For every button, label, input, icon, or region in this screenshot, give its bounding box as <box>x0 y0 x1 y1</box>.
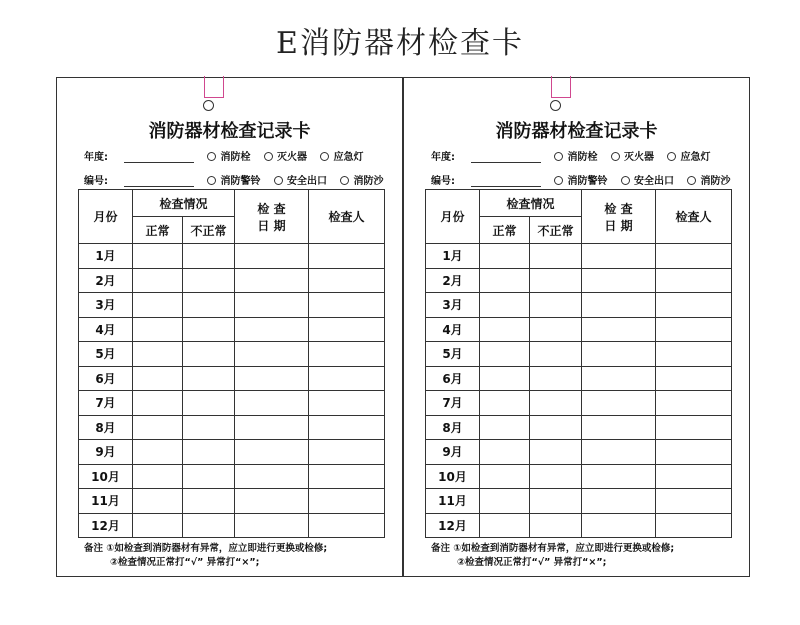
option-emergency-light[interactable]: 应急灯 <box>320 148 363 163</box>
month-row <box>79 366 385 391</box>
option-fire-alarm[interactable]: 消防警铃 <box>207 172 260 187</box>
inspector-cell[interactable] <box>656 391 732 416</box>
radio-circle-icon <box>207 176 216 185</box>
month-cell: 9月 <box>426 440 480 465</box>
month-row <box>426 366 732 391</box>
inspector-cell[interactable] <box>656 415 732 440</box>
month-cell: 10月 <box>79 464 133 489</box>
abnormal-cell[interactable] <box>183 317 235 342</box>
inspector-header: 检查人 <box>309 190 385 244</box>
date-cell[interactable] <box>582 489 656 514</box>
number-field[interactable] <box>124 176 194 187</box>
date-cell[interactable] <box>582 293 656 318</box>
month-header: 月份 <box>426 190 480 244</box>
date-cell[interactable] <box>235 391 309 416</box>
month-cell: 1月 <box>79 244 133 269</box>
radio-circle-icon <box>264 152 273 161</box>
inspector-cell[interactable] <box>656 440 732 465</box>
month-row <box>426 440 732 465</box>
date-cell[interactable] <box>582 513 656 538</box>
inspector-cell[interactable] <box>656 513 732 538</box>
date-cell[interactable] <box>235 440 309 465</box>
number-label: 编号: <box>84 176 108 187</box>
date-cell[interactable] <box>582 317 656 342</box>
inspector-cell[interactable] <box>309 317 385 342</box>
date-cell[interactable] <box>235 317 309 342</box>
month-cell: 6月 <box>426 366 480 391</box>
month-row <box>79 317 385 342</box>
inspector-header: 检查人 <box>656 190 732 244</box>
normal-cell[interactable] <box>480 489 530 514</box>
date-cell[interactable] <box>235 342 309 367</box>
normal-cell[interactable] <box>133 342 183 367</box>
number-row <box>84 172 383 187</box>
abnormal-cell[interactable] <box>530 464 582 489</box>
abnormal-cell[interactable] <box>530 440 582 465</box>
month-row <box>426 342 732 367</box>
normal-cell[interactable] <box>133 244 183 269</box>
inspector-cell[interactable] <box>309 464 385 489</box>
month-cell: 12月 <box>426 513 480 538</box>
abnormal-cell[interactable] <box>183 391 235 416</box>
month-row <box>426 489 732 514</box>
month-cell: 7月 <box>426 391 480 416</box>
option-hydrant[interactable]: 消防栓 <box>207 148 250 163</box>
normal-cell[interactable] <box>133 317 183 342</box>
date-cell[interactable] <box>235 244 309 269</box>
abnormal-cell[interactable] <box>183 342 235 367</box>
year-row <box>84 148 373 163</box>
normal-cell[interactable] <box>480 244 530 269</box>
radio-circle-icon <box>667 152 676 161</box>
year-field[interactable] <box>124 152 194 163</box>
year-row <box>431 148 720 163</box>
punch-hole <box>550 100 561 111</box>
radio-circle-icon <box>207 152 216 161</box>
normal-cell[interactable] <box>133 464 183 489</box>
inspector-cell[interactable] <box>309 489 385 514</box>
radio-circle-icon <box>340 176 349 185</box>
month-header: 月份 <box>79 190 133 244</box>
month-row <box>79 293 385 318</box>
inspector-cell[interactable] <box>656 342 732 367</box>
inspector-cell[interactable] <box>309 244 385 269</box>
date-cell[interactable] <box>582 366 656 391</box>
abnormal-cell[interactable] <box>183 464 235 489</box>
month-cell: 5月 <box>426 342 480 367</box>
date-cell[interactable] <box>582 391 656 416</box>
month-cell: 8月 <box>79 415 133 440</box>
radio-circle-icon <box>687 176 696 185</box>
month-cell: 2月 <box>79 268 133 293</box>
remarks: 备注 ①如检查到消防器材有异常，应立即进行更换或检修; ②检查情况正常打“√” 异常打“×”; <box>84 543 328 568</box>
normal-cell[interactable] <box>133 293 183 318</box>
abnormal-header: 不正常 <box>183 217 235 244</box>
date-cell[interactable] <box>235 366 309 391</box>
abnormal-cell[interactable] <box>183 415 235 440</box>
normal-cell[interactable] <box>480 342 530 367</box>
month-row <box>426 391 732 416</box>
month-row <box>79 440 385 465</box>
inspector-cell[interactable] <box>656 317 732 342</box>
month-row <box>79 489 385 514</box>
month-row <box>426 293 732 318</box>
month-row <box>79 513 385 538</box>
date-cell[interactable] <box>582 268 656 293</box>
month-row <box>426 244 732 269</box>
inspector-cell[interactable] <box>656 244 732 269</box>
radio-circle-icon <box>621 176 630 185</box>
normal-cell[interactable] <box>480 513 530 538</box>
month-row <box>426 268 732 293</box>
normal-cell[interactable] <box>480 391 530 416</box>
inspector-cell[interactable] <box>309 440 385 465</box>
date-cell[interactable] <box>235 489 309 514</box>
year-label: 年度: <box>431 152 455 163</box>
normal-cell[interactable] <box>480 366 530 391</box>
inspector-cell[interactable] <box>309 415 385 440</box>
option-emergency-light[interactable]: 应急灯 <box>667 148 710 163</box>
option-extinguisher[interactable]: 灭火器 <box>264 148 307 163</box>
normal-header: 正常 <box>133 217 183 244</box>
radio-circle-icon <box>274 176 283 185</box>
abnormal-cell[interactable] <box>530 317 582 342</box>
option-extinguisher[interactable]: 灭火器 <box>611 148 654 163</box>
month-row <box>426 464 732 489</box>
abnormal-cell[interactable] <box>183 513 235 538</box>
month-cell: 4月 <box>426 317 480 342</box>
abnormal-cell[interactable] <box>530 268 582 293</box>
hanger-tab <box>204 76 224 98</box>
normal-cell[interactable] <box>480 268 530 293</box>
abnormal-header: 不正常 <box>530 217 582 244</box>
inspector-cell[interactable] <box>309 391 385 416</box>
month-cell: 6月 <box>79 366 133 391</box>
inspector-cell[interactable] <box>309 513 385 538</box>
abnormal-cell[interactable] <box>530 244 582 269</box>
date-cell[interactable] <box>582 464 656 489</box>
number-row <box>431 172 730 187</box>
date-cell[interactable] <box>235 513 309 538</box>
abnormal-cell[interactable] <box>183 366 235 391</box>
date-cell[interactable] <box>582 415 656 440</box>
month-cell: 7月 <box>79 391 133 416</box>
normal-cell[interactable] <box>133 268 183 293</box>
radio-circle-icon <box>320 152 329 161</box>
date-header: 检 查 日 期 <box>582 190 656 244</box>
abnormal-cell[interactable] <box>183 244 235 269</box>
month-cell: 9月 <box>79 440 133 465</box>
month-cell: 1月 <box>426 244 480 269</box>
abnormal-cell[interactable] <box>530 415 582 440</box>
option-fire-alarm[interactable]: 消防警铃 <box>554 172 607 187</box>
inspector-cell[interactable] <box>656 489 732 514</box>
month-cell: 8月 <box>426 415 480 440</box>
inspector-cell[interactable] <box>309 293 385 318</box>
abnormal-cell[interactable] <box>530 293 582 318</box>
abnormal-cell[interactable] <box>183 489 235 514</box>
normal-cell[interactable] <box>133 440 183 465</box>
year-label: 年度: <box>84 152 108 163</box>
date-cell[interactable] <box>235 464 309 489</box>
option-safety-exit[interactable]: 安全出口 <box>621 172 674 187</box>
radio-circle-icon <box>611 152 620 161</box>
month-cell: 5月 <box>79 342 133 367</box>
month-cell: 10月 <box>426 464 480 489</box>
month-row <box>79 342 385 367</box>
month-cell: 2月 <box>426 268 480 293</box>
abnormal-cell[interactable] <box>183 268 235 293</box>
normal-cell[interactable] <box>480 440 530 465</box>
abnormal-cell[interactable] <box>530 391 582 416</box>
month-row <box>79 464 385 489</box>
normal-cell[interactable] <box>133 415 183 440</box>
normal-cell[interactable] <box>480 464 530 489</box>
month-row <box>79 268 385 293</box>
normal-cell[interactable] <box>480 415 530 440</box>
option-hydrant[interactable]: 消防栓 <box>554 148 597 163</box>
normal-cell[interactable] <box>133 513 183 538</box>
normal-cell[interactable] <box>133 489 183 514</box>
hanger-tab <box>551 76 571 98</box>
radio-circle-icon <box>554 152 563 161</box>
option-safety-exit[interactable]: 安全出口 <box>274 172 327 187</box>
card-title: 消防器材检查记录卡 <box>148 121 311 142</box>
month-row <box>79 244 385 269</box>
date-cell[interactable] <box>582 244 656 269</box>
card-title: 消防器材检查记录卡 <box>495 121 658 142</box>
date-cell[interactable] <box>582 440 656 465</box>
abnormal-cell[interactable] <box>530 366 582 391</box>
abnormal-cell[interactable] <box>530 489 582 514</box>
date-header: 检 查 日 期 <box>235 190 309 244</box>
date-cell[interactable] <box>235 415 309 440</box>
inspector-cell[interactable] <box>656 293 732 318</box>
abnormal-cell[interactable] <box>183 440 235 465</box>
month-row <box>79 391 385 416</box>
normal-cell[interactable] <box>133 391 183 416</box>
month-row <box>426 513 732 538</box>
remarks: 备注 ①如检查到消防器材有异常，应立即进行更换或检修; ②检查情况正常打“√” 异常打“×”; <box>431 543 675 568</box>
page-title: E消防器材检查卡 <box>276 26 524 61</box>
inspector-cell[interactable] <box>309 366 385 391</box>
radio-circle-icon <box>554 176 563 185</box>
inspection-table <box>78 189 385 538</box>
inspector-cell[interactable] <box>656 366 732 391</box>
status-header: 检查情况 <box>480 190 582 217</box>
option-fire-sand[interactable]: 消防沙 <box>340 172 383 187</box>
abnormal-cell[interactable] <box>183 293 235 318</box>
abnormal-cell[interactable] <box>530 342 582 367</box>
month-row <box>426 415 732 440</box>
month-cell: 11月 <box>79 489 133 514</box>
date-cell[interactable] <box>582 342 656 367</box>
month-row <box>426 317 732 342</box>
normal-cell[interactable] <box>480 293 530 318</box>
number-field[interactable] <box>471 176 541 187</box>
date-cell[interactable] <box>235 268 309 293</box>
normal-cell[interactable] <box>480 317 530 342</box>
month-cell: 12月 <box>79 513 133 538</box>
month-cell: 3月 <box>79 293 133 318</box>
inspection-table <box>425 189 732 538</box>
inspector-cell[interactable] <box>656 464 732 489</box>
inspection-card-left <box>56 77 403 577</box>
abnormal-cell[interactable] <box>530 513 582 538</box>
inspector-cell[interactable] <box>309 268 385 293</box>
year-field[interactable] <box>471 152 541 163</box>
month-row <box>79 415 385 440</box>
date-cell[interactable] <box>235 293 309 318</box>
normal-cell[interactable] <box>133 366 183 391</box>
option-fire-sand[interactable]: 消防沙 <box>687 172 730 187</box>
punch-hole <box>203 100 214 111</box>
month-cell: 11月 <box>426 489 480 514</box>
status-header: 检查情况 <box>133 190 235 217</box>
month-cell: 3月 <box>426 293 480 318</box>
month-cell: 4月 <box>79 317 133 342</box>
number-label: 编号: <box>431 176 455 187</box>
inspector-cell[interactable] <box>656 268 732 293</box>
inspector-cell[interactable] <box>309 342 385 367</box>
normal-header: 正常 <box>480 217 530 244</box>
inspection-card-right <box>403 77 750 577</box>
